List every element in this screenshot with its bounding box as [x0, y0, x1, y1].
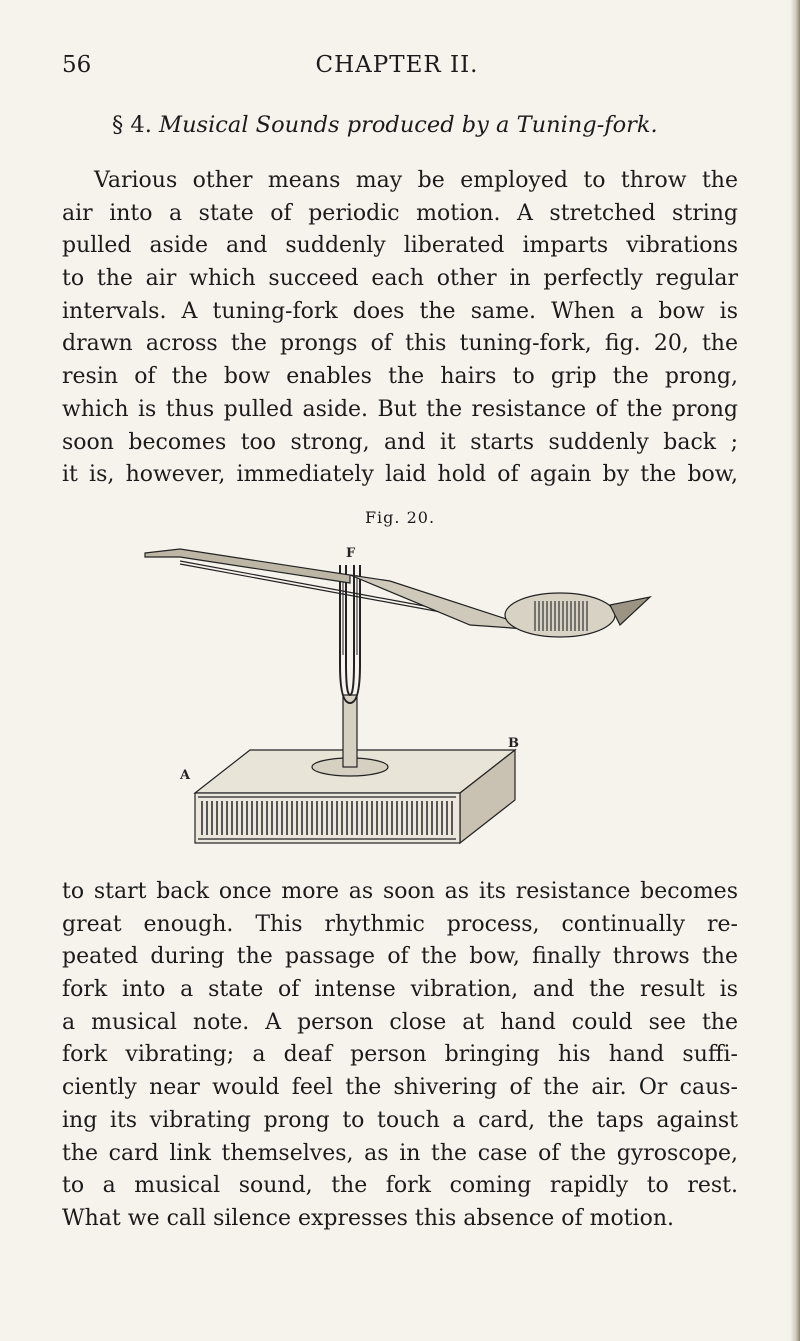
text-line: the card link themselves, as in the case of the gyroscope, — [62, 1140, 738, 1166]
text-line: peated during the passage of the bow, finally throws the — [62, 944, 738, 970]
text-line: What we call silence expresses this absence of motion. — [62, 1205, 675, 1231]
text-line: great enough. This rhythmic process, continually re- — [62, 911, 738, 937]
text-line: intervals. A tuning-fork does the same. When a bow is — [62, 298, 738, 324]
text-line: it is, however, immediately laid hold of again by the bow, — [62, 462, 738, 488]
text-line: drawn across the prongs of this tuning-fork, fig. 20, the — [62, 331, 738, 357]
text-line: ing its vibrating prong to touch a card, the taps against — [62, 1107, 738, 1133]
text-line: which is thus pulled aside. But the resistance of the prong — [62, 396, 738, 422]
label-a: A — [180, 768, 191, 783]
text-line: Various other means may be employed to throw the — [94, 168, 738, 193]
label-f: F — [346, 546, 356, 561]
section-number: § 4. — [112, 112, 152, 138]
text-line: fork vibrating; a deaf person bringing his hand suffi- — [62, 1042, 738, 1068]
text-line: fork into a state of intense vibration, and the result is — [62, 977, 738, 1003]
section-heading — [112, 112, 752, 138]
page-header — [62, 52, 732, 92]
text-line: to start back once more as soon as its resistance becomes — [62, 879, 738, 904]
text-line: to a musical sound, the fork coming rapidly to rest. — [62, 1173, 738, 1199]
text-line: soon becomes too strong, and it starts suddenly back ; — [62, 429, 738, 455]
tuning-fork-illustration — [140, 535, 670, 855]
running-head: CHAPTER II. — [315, 52, 479, 78]
label-b: B — [508, 736, 519, 751]
violin-bow — [145, 549, 650, 637]
section-title: Musical Sounds produced by a Tuning-fork. — [159, 112, 658, 138]
text-line: air into a state of periodic motion. A stretched string — [62, 200, 738, 226]
text-line: pulled aside and suddenly liberated imparts vibrations — [62, 233, 738, 259]
fork-stand — [312, 695, 388, 776]
tuning-fork-figure — [140, 535, 670, 855]
fork-prongs — [340, 565, 360, 703]
paragraph-1 — [62, 165, 738, 492]
text-line: a musical note. A person close at hand could see the — [62, 1009, 738, 1035]
page-edge — [790, 0, 800, 1341]
text-line: ciently near would feel the shivering of the air. Or caus- — [62, 1075, 738, 1101]
page-number: 56 — [62, 52, 92, 78]
text-line: resin of the bow enables the hairs to grip the prong, — [62, 364, 738, 390]
text-line: to the air which succeed each other in perfectly regular — [62, 266, 738, 292]
figure-caption: Fig. 20. — [364, 508, 436, 527]
paragraph-2 — [62, 876, 738, 1236]
